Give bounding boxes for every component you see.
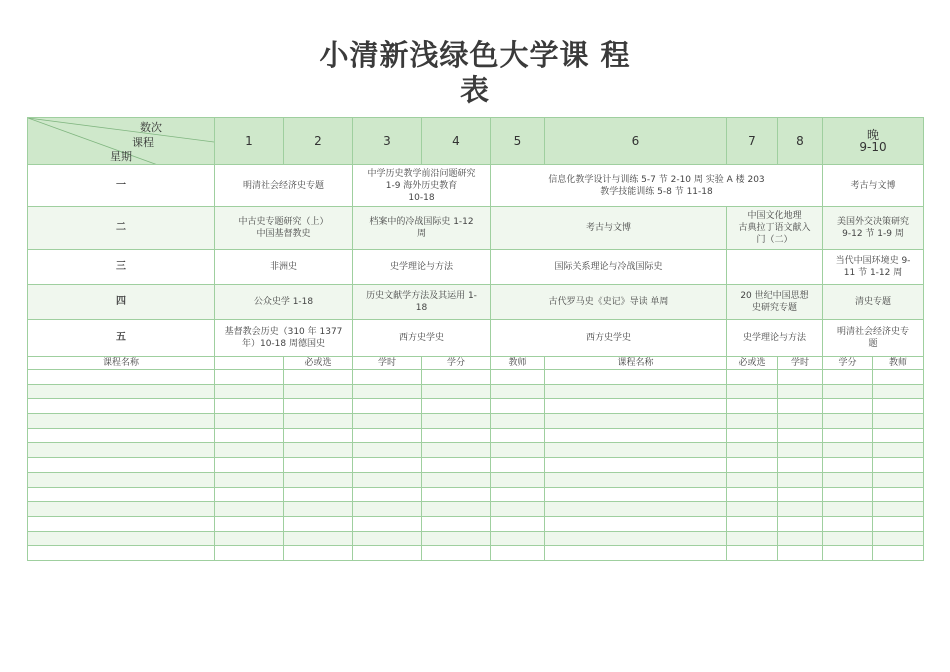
- empty-cell: [215, 428, 284, 443]
- empty-cell: [215, 502, 284, 517]
- empty-cell: [545, 502, 727, 517]
- empty-cell: [545, 399, 727, 414]
- empty-cell: [353, 516, 422, 531]
- empty-cell: [545, 384, 727, 399]
- title-line-2: 表: [459, 73, 490, 107]
- cell-line: 周: [416, 229, 426, 239]
- empty-cell: [491, 502, 545, 517]
- empty-cell: [28, 472, 215, 487]
- empty-cell: [823, 502, 873, 517]
- schedule-cell: [353, 285, 491, 320]
- empty-cell: [491, 370, 545, 385]
- day-label: 四: [28, 285, 215, 320]
- empty-cell: [873, 370, 924, 385]
- course-list-header: 学分: [422, 357, 491, 370]
- day-row-friday: [28, 320, 924, 357]
- empty-cell: [491, 443, 545, 458]
- cell-line: 20 世纪中国思想: [740, 291, 809, 301]
- empty-cell: [873, 531, 924, 546]
- empty-cell: [422, 370, 491, 385]
- empty-cell: [778, 531, 823, 546]
- empty-cell: [545, 443, 727, 458]
- empty-cell: [778, 546, 823, 561]
- course-list-body: [28, 370, 924, 561]
- empty-cell: [353, 546, 422, 561]
- empty-cell: [422, 443, 491, 458]
- empty-cell: [778, 428, 823, 443]
- empty-cell: [491, 428, 545, 443]
- empty-cell: [873, 384, 924, 399]
- table-row: [28, 443, 924, 458]
- schedule-cell: [727, 285, 823, 320]
- empty-cell: [545, 414, 727, 429]
- empty-cell: [545, 458, 727, 473]
- corner-label-mid: 课程: [132, 136, 154, 149]
- period-header-7: 7: [727, 118, 778, 165]
- course-list-header: 必或选: [727, 357, 778, 370]
- empty-cell: [545, 516, 727, 531]
- day-label: 五: [28, 320, 215, 357]
- empty-cell: [284, 428, 353, 443]
- empty-cell: [778, 487, 823, 502]
- evening-range: 9-10: [859, 140, 887, 154]
- course-list-header: 学分: [823, 357, 873, 370]
- empty-cell: [353, 370, 422, 385]
- course-list-header: 教师: [873, 357, 924, 370]
- cell-line: 中学历史教学前沿问题研究: [367, 168, 476, 179]
- empty-cell: [422, 546, 491, 561]
- course-list-header: 学时: [778, 357, 823, 370]
- schedule-cell: [215, 207, 353, 250]
- course-list-header: 学时: [353, 357, 422, 370]
- empty-cell: [873, 502, 924, 517]
- empty-cell: [545, 428, 727, 443]
- cell-line: 古代罗马史《史记》导读 单周: [548, 297, 669, 307]
- table-row: [28, 414, 924, 429]
- empty-cell: [873, 458, 924, 473]
- empty-cell: [215, 516, 284, 531]
- empty-cell: [491, 531, 545, 546]
- empty-cell: [284, 546, 353, 561]
- day-label: 一: [28, 165, 215, 207]
- cell-line: 1-9 海外历史教育: [385, 180, 458, 191]
- empty-cell: [422, 384, 491, 399]
- empty-cell: [778, 502, 823, 517]
- period-header-5: 5: [491, 118, 545, 165]
- empty-cell: [284, 458, 353, 473]
- empty-cell: [284, 384, 353, 399]
- day-row-thursday: [28, 285, 924, 320]
- empty-cell: [284, 487, 353, 502]
- empty-cell: [727, 546, 778, 561]
- empty-cell: [491, 399, 545, 414]
- empty-cell: [353, 458, 422, 473]
- course-list-header: 课程名称: [28, 357, 215, 370]
- empty-cell: [491, 458, 545, 473]
- empty-cell: [873, 414, 924, 429]
- corner-label-top: 数次: [140, 121, 162, 134]
- empty-cell: [491, 516, 545, 531]
- cell-line: 国际关系理论与冷战国际史: [554, 262, 663, 272]
- empty-cell: [353, 399, 422, 414]
- schedule-cell: [353, 165, 491, 207]
- empty-cell: [284, 370, 353, 385]
- schedule-cell: [491, 165, 823, 207]
- empty-cell: [215, 443, 284, 458]
- empty-cell: [28, 384, 215, 399]
- empty-cell: [823, 443, 873, 458]
- empty-cell: [422, 487, 491, 502]
- cell-line: 当代中国环境史 9-: [835, 256, 911, 266]
- cell-line: 史学理论与方法: [389, 262, 453, 272]
- empty-cell: [545, 472, 727, 487]
- empty-cell: [873, 472, 924, 487]
- empty-cell: [422, 516, 491, 531]
- table-row: [28, 384, 924, 399]
- cell-line: 18: [415, 303, 428, 313]
- empty-cell: [28, 531, 215, 546]
- course-list-header: 教师: [491, 357, 545, 370]
- cell-line: 史学理论与方法: [742, 333, 806, 343]
- empty-cell: [353, 384, 422, 399]
- schedule-cell: [823, 250, 924, 285]
- empty-cell: [823, 458, 873, 473]
- cell-line: 非洲史: [269, 262, 297, 272]
- empty-cell: [727, 384, 778, 399]
- day-row-wednesday: [28, 250, 924, 285]
- cell-line: 历史文献学方法及其运用 1-: [366, 291, 477, 301]
- table-row: [28, 487, 924, 502]
- empty-cell: [823, 472, 873, 487]
- table-row: [28, 370, 924, 385]
- empty-cell: [491, 384, 545, 399]
- cell-line: 门（二）: [756, 235, 793, 245]
- schedule-cell: [727, 320, 823, 357]
- schedule-cell: [215, 320, 353, 357]
- empty-cell: [215, 487, 284, 502]
- empty-cell: [727, 370, 778, 385]
- cell-line: 题: [868, 339, 878, 349]
- schedule-cell: [823, 165, 924, 207]
- empty-cell: [353, 443, 422, 458]
- empty-cell: [778, 384, 823, 399]
- day-row-tuesday: [28, 207, 924, 250]
- schedule-cell: [491, 320, 727, 357]
- empty-cell: [823, 414, 873, 429]
- period-header-1: 1: [215, 118, 284, 165]
- cell-line: 史研究专题: [751, 303, 797, 313]
- empty-cell: [823, 370, 873, 385]
- cell-line: 考古与文博: [850, 180, 896, 191]
- empty-cell: [873, 428, 924, 443]
- empty-cell: [28, 546, 215, 561]
- cell-line: 美国外交决策研究: [837, 217, 910, 227]
- empty-cell: [353, 472, 422, 487]
- schedule-cell-empty: [727, 250, 823, 285]
- empty-cell: [215, 414, 284, 429]
- schedule-cell: [727, 207, 823, 250]
- empty-cell: [284, 516, 353, 531]
- empty-cell: [823, 399, 873, 414]
- empty-cell: [727, 443, 778, 458]
- empty-cell: [422, 428, 491, 443]
- table-row: [28, 531, 924, 546]
- table-row: [28, 516, 924, 531]
- empty-cell: [28, 516, 215, 531]
- empty-cell: [545, 370, 727, 385]
- cell-line: 明清社会经济史专题: [242, 180, 324, 191]
- schedule-cell: [823, 207, 924, 250]
- empty-cell: [727, 458, 778, 473]
- empty-cell: [215, 370, 284, 385]
- day-row-monday: [28, 165, 924, 207]
- empty-cell: [491, 472, 545, 487]
- schedule-cell: [353, 207, 491, 250]
- table-row: [28, 458, 924, 473]
- empty-cell: [491, 487, 545, 502]
- empty-cell: [284, 502, 353, 517]
- schedule-cell: [353, 250, 491, 285]
- empty-cell: [353, 428, 422, 443]
- empty-cell: [823, 487, 873, 502]
- empty-cell: [491, 414, 545, 429]
- empty-cell: [823, 428, 873, 443]
- empty-cell: [727, 487, 778, 502]
- empty-cell: [823, 546, 873, 561]
- schedule-cell: [353, 320, 491, 357]
- day-label: 二: [28, 207, 215, 250]
- cell-line: 11 节 1-12 周: [843, 268, 903, 278]
- table-row: [28, 472, 924, 487]
- empty-cell: [778, 370, 823, 385]
- empty-cell: [727, 516, 778, 531]
- empty-cell: [778, 414, 823, 429]
- schedule-cell: [491, 250, 727, 285]
- schedule-cell: [215, 285, 353, 320]
- empty-cell: [778, 472, 823, 487]
- empty-cell: [873, 399, 924, 414]
- cell-line: 年）10-18 周德国史: [241, 339, 325, 349]
- empty-cell: [215, 546, 284, 561]
- corner-header-cell: [28, 118, 215, 165]
- cell-line: 9-12 节 1-9 周: [842, 229, 904, 239]
- schedule-cell: [215, 165, 353, 207]
- empty-cell: [28, 502, 215, 517]
- empty-cell: [284, 414, 353, 429]
- empty-cell: [28, 399, 215, 414]
- empty-cell: [215, 531, 284, 546]
- empty-cell: [422, 414, 491, 429]
- table-row: [28, 546, 924, 561]
- empty-cell: [215, 472, 284, 487]
- cell-line: 基督教会历史（310 年 1377: [224, 327, 343, 337]
- cell-line: 清史专题: [855, 297, 892, 307]
- period-header-6: 6: [545, 118, 727, 165]
- cell-line: 信息化教学设计与训练 5-7 节 2-10 周 实验 A 楼 203: [548, 174, 765, 185]
- day-label: 三: [28, 250, 215, 285]
- corner-label-bottom: 星期: [110, 150, 132, 163]
- empty-cell: [28, 428, 215, 443]
- empty-cell: [28, 443, 215, 458]
- empty-cell: [28, 458, 215, 473]
- empty-cell: [491, 546, 545, 561]
- empty-cell: [778, 443, 823, 458]
- cell-line: 教学技能训练 5-8 节 11-18: [600, 186, 713, 197]
- empty-cell: [727, 399, 778, 414]
- schedule-cell: [823, 320, 924, 357]
- cell-line: 中国文化地理: [747, 211, 802, 221]
- empty-cell: [727, 414, 778, 429]
- schedule-cell: [215, 250, 353, 285]
- evening-label: 晚: [867, 128, 880, 142]
- schedule-table: [27, 117, 924, 561]
- empty-cell: [422, 531, 491, 546]
- empty-cell: [215, 458, 284, 473]
- empty-cell: [778, 516, 823, 531]
- empty-cell: [823, 531, 873, 546]
- empty-cell: [284, 531, 353, 546]
- empty-cell: [873, 443, 924, 458]
- cell-line: 西方史学史: [585, 333, 631, 343]
- empty-cell: [823, 384, 873, 399]
- empty-cell: [28, 370, 215, 385]
- cell-line: 西方史学史: [398, 333, 444, 343]
- period-header-4: 4: [422, 118, 491, 165]
- empty-cell: [28, 487, 215, 502]
- empty-cell: [873, 516, 924, 531]
- empty-cell: [353, 502, 422, 517]
- cell-line: 考古与文博: [585, 223, 631, 233]
- empty-cell: [28, 414, 215, 429]
- empty-cell: [284, 399, 353, 414]
- empty-cell: [727, 428, 778, 443]
- empty-cell: [823, 516, 873, 531]
- course-list-header: 课程名称: [545, 357, 727, 370]
- empty-cell: [353, 414, 422, 429]
- table-row: [28, 502, 924, 517]
- empty-cell: [422, 502, 491, 517]
- period-header-3: 3: [353, 118, 422, 165]
- empty-cell: [353, 531, 422, 546]
- empty-cell: [727, 531, 778, 546]
- schedule-cell: [823, 285, 924, 320]
- cell-line: 古典拉丁语文献入: [738, 223, 811, 233]
- page-title: [0, 38, 950, 108]
- empty-cell: [422, 472, 491, 487]
- empty-cell: [727, 502, 778, 517]
- schedule-cell: [491, 207, 727, 250]
- empty-cell: [353, 487, 422, 502]
- period-header-8: 8: [778, 118, 823, 165]
- empty-cell: [215, 399, 284, 414]
- course-list-header-row: [28, 357, 924, 370]
- empty-cell: [284, 472, 353, 487]
- cell-line: 明清社会经济史专: [837, 327, 910, 337]
- schedule-cell: [491, 285, 727, 320]
- cell-line: 中国基督教史: [256, 229, 311, 239]
- table-row: [28, 399, 924, 414]
- period-header-2: 2: [284, 118, 353, 165]
- title-line-1: 小清新浅绿色大学课 程: [319, 38, 631, 72]
- empty-cell: [545, 487, 727, 502]
- empty-cell: [422, 399, 491, 414]
- empty-cell: [215, 384, 284, 399]
- header-row: [28, 118, 924, 165]
- evening-header: [823, 118, 924, 165]
- empty-cell: [873, 487, 924, 502]
- table-row: [28, 428, 924, 443]
- empty-cell: [284, 443, 353, 458]
- cell-line: 档案中的冷战国际史 1-12: [369, 217, 474, 227]
- empty-cell: [545, 531, 727, 546]
- cell-line: 10-18: [408, 192, 435, 203]
- empty-cell: [422, 458, 491, 473]
- empty-cell: [545, 546, 727, 561]
- cell-line: 公众史学 1-18: [253, 297, 314, 307]
- empty-cell: [778, 399, 823, 414]
- course-list-header: 必或选: [284, 357, 353, 370]
- empty-cell: [778, 458, 823, 473]
- cell-line: 中古史专题研究（上）: [238, 217, 329, 227]
- course-list-header: [215, 357, 284, 370]
- empty-cell: [873, 546, 924, 561]
- empty-cell: [727, 472, 778, 487]
